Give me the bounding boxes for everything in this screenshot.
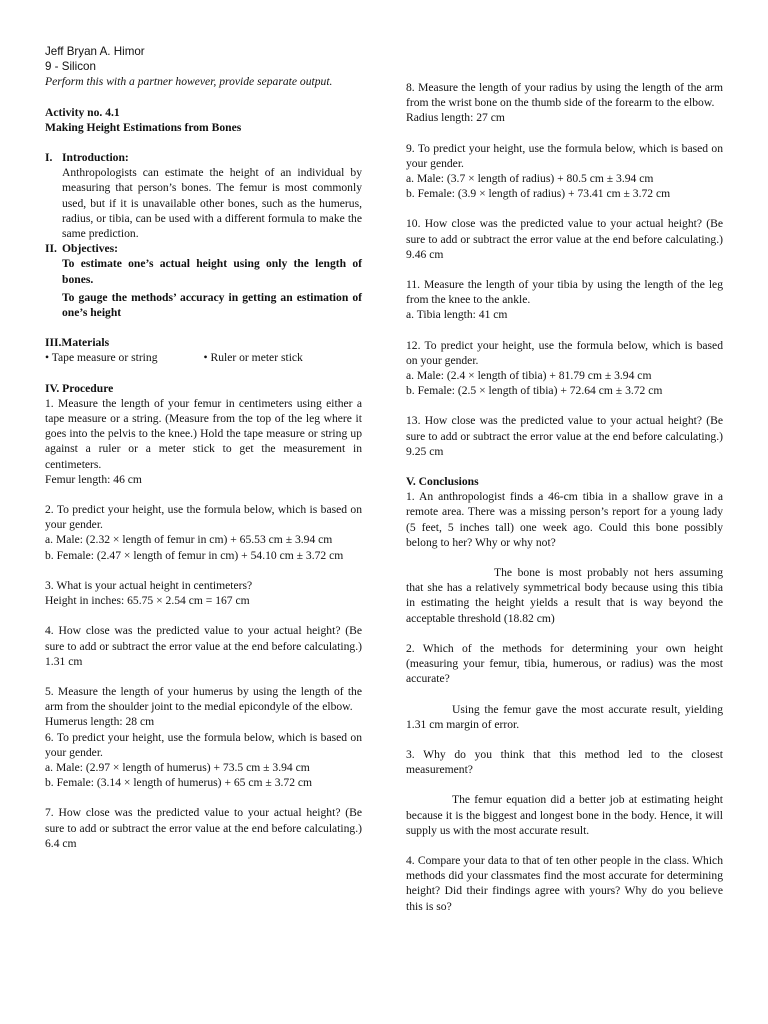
conclusion-question-2: 2. Which of the methods for determining your own height (measuring your femur, tibia, humerous, or radius) was the most accurate? xyxy=(406,641,723,686)
procedure-step-10: 10. How close was the predicted value to your actual height? (Be sure to add or subtract the error value at the end before calculating.) 9.46 cm xyxy=(406,217,723,261)
conclusion-answer-2: Using the femur gave the most accurate result, yielding 1.31 cm margin of error. xyxy=(406,702,723,731)
tibia-length: a. Tibia length: 41 cm xyxy=(406,308,508,322)
procedure-step-12: 12. To predict your height, use the formula below, which is based on your gender. xyxy=(406,338,723,367)
formula-male: a. Male: (3.7 × length of radius) + 80.5 cm ± 3.94 cm xyxy=(406,172,654,186)
formula-female: b. Female: (3.14 × length of humerus) + 65 cm ± 3.72 cm xyxy=(45,776,313,790)
procedure-step-9: 9. To predict your height, use the formula below, which is based on your gender. xyxy=(406,141,723,170)
materials-list xyxy=(45,350,362,365)
procedure-step-5: 5. Measure the length of your humerus by using the length of the arm from the shoulder joint to the medial epicondyle of the elbow. xyxy=(45,684,362,714)
conclusion-question-4: 4. Compare your data to that of ten other people in the class. Which methods did your classmates find the most accurate for determining height? Did their findings agree with yours? Why do you believe this is so? xyxy=(406,853,723,913)
introduction-text: Anthropologists can estimate the height of an individual by measuring that person’s bones. The femur is most commonly used, but if it is unavailable other bones, such as the humerus, radius, or tibia, can be used with a different formula to make the same prediction. xyxy=(62,166,362,241)
objective-item: To estimate one’s actual height using only the length of bones. xyxy=(62,257,362,286)
conclusions-heading: V. Conclusions xyxy=(406,475,479,489)
conclusion-question-3: 3. Why do you think that this method led to the closest measurement? xyxy=(406,747,723,777)
objectives-heading: II. Objectives: xyxy=(45,242,119,256)
procedure-step-6: 6. To predict your height, use the formula below, which is based on your gender. xyxy=(45,730,362,759)
procedure-heading: IV. Procedure xyxy=(45,381,114,395)
formula-male: a. Male: (2.4 × length of tibia) + 81.79 cm ± 3.94 cm xyxy=(406,369,652,383)
material-item: • Ruler or meter stick xyxy=(203,351,303,365)
procedure-step-7: 7. How close was the predicted value to your actual height? (Be sure to add or subtract the error value at the end before calculating.) 6.4 cm xyxy=(45,806,362,850)
activity-number: Activity no. 4.1 xyxy=(45,105,120,119)
instruction-note: Perform this with a partner however, provide separate output. xyxy=(45,75,333,89)
formula-male: a. Male: (2.32 × length of femur in cm) + 65.53 cm ± 3.94 cm xyxy=(45,533,333,547)
formula-female: b. Female: (2.47 × length of femur in cm) + 54.10 cm ± 3.72 cm xyxy=(45,548,344,562)
formula-female: b. Female: (3.9 × length of radius) + 73.41 cm ± 3.72 cm xyxy=(406,187,671,201)
material-item: • Tape measure or string xyxy=(45,351,158,365)
procedure-step-8: 8. Measure the length of your radius by using the length of the arm from the wrist bone on the thumb side of the forearm to the elbow. xyxy=(406,81,723,110)
right-column xyxy=(406,80,723,914)
activity-title: Making Height Estimations from Bones xyxy=(45,120,242,134)
radius-length: Radius length: 27 cm xyxy=(406,111,505,125)
procedure-step-2: 2. To predict your height, use the formula below, which is based on your gender. xyxy=(45,503,362,532)
procedure-step-1: 1. Measure the length of your femur in centimeters using either a tape measure or a string. (Measure from the top of the leg where it goes into the pelvis to the knee.) Hold the tape measure or string up against a ruler or a meter stick to get the measurement in centimeters. xyxy=(45,396,362,471)
conclusion-answer-3: The femur equation did a better job at estimating height because it is the biggest and longest bone in the body. Hence, it will supply us with the most accurate result. xyxy=(406,793,723,837)
formula-female: b. Female: (2.5 × length of tibia) + 72.64 cm ± 3.72 cm xyxy=(406,384,663,398)
femur-length: Femur length: 46 cm xyxy=(45,472,142,486)
materials-heading: III.Materials xyxy=(45,336,110,350)
conclusion-question-1: 1. An anthropologist finds a 46-cm tibia in a shallow grave in a remote area. There was a missing person’s report for a young lady (5 feet, 5 inches tall) one week ago. Could this bone possibly belong to her? Why or why not? xyxy=(406,490,723,549)
procedure-step-13: 13. How close was the predicted value to your actual height? (Be sure to add or subtract the error value at the end before calculating.) 9.25 cm xyxy=(406,414,723,458)
procedure-step-3: 3. What is your actual height in centimeters? xyxy=(45,578,253,592)
student-name: Jeff Bryan A. Himor xyxy=(45,45,145,58)
humerus-length: Humerus length: 28 cm xyxy=(45,715,155,729)
conclusion-answer-1: The bone is most probably not hers assuming that she has a relatively symmetrical body because using this tibia in estimating the height yields a result that is way beyond the acceptable threshold (18.82 cm) xyxy=(406,566,723,625)
left-column xyxy=(45,44,362,851)
procedure-step-4: 4. How close was the predicted value to your actual height? (Be sure to add or subtract the error value at the end before calculating.) 1.31 cm xyxy=(45,624,362,668)
objective-item: To gauge the methods’ accuracy in getting an estimation of one’s height xyxy=(62,290,362,320)
procedure-step-11: 11. Measure the length of your tibia by using the length of the leg from the knee to the ankle. xyxy=(406,278,723,307)
actual-height: Height in inches: 65.75 × 2.54 cm = 167 cm xyxy=(45,594,250,608)
student-section: 9 - Silicon xyxy=(45,60,96,74)
introduction-heading: I. Introduction: xyxy=(45,151,129,165)
formula-male: a. Male: (2.97 × length of humerus) + 73.5 cm ± 3.94 cm xyxy=(45,760,310,774)
